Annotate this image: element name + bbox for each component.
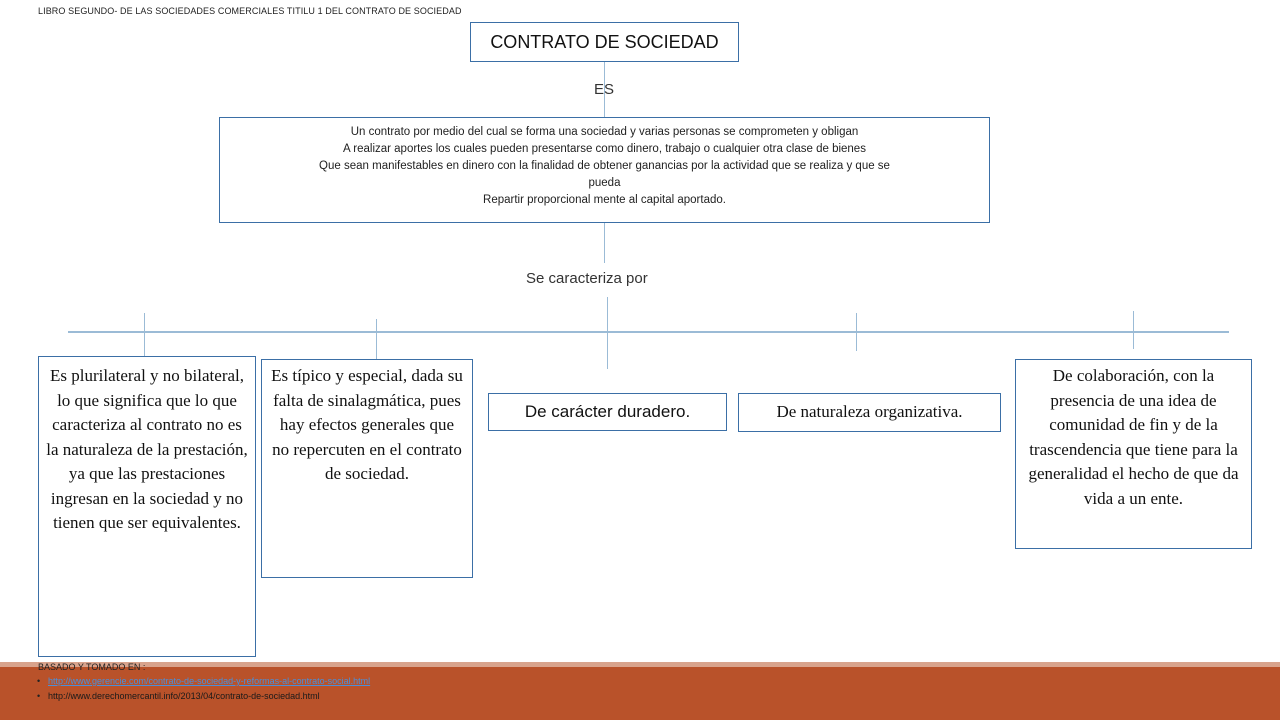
branch-drop-4 (856, 313, 857, 351)
branch-drop-1 (144, 313, 145, 356)
connector-label-es: ES (594, 81, 615, 98)
characteristic-box-3 (488, 393, 727, 431)
definition-line-4: pueda (588, 177, 621, 189)
page-header-caption: LIBRO SEGUNDO- DE LAS SOCIEDADES COMERCIALES TITILU 1 DEL CONTRATO DE SOCIEDAD (38, 6, 462, 16)
connector-definition-to-branches (604, 223, 605, 263)
characteristic-box-2 (261, 359, 473, 578)
characteristic-text-1: Es plurilateral y no bilateral, lo que significa que lo que caracteriza al contrato no es la naturaleza de la prestación, ya que las prestaciones ingresan en la sociedad y no tienen que ser equivalentes. (46, 366, 248, 532)
characteristic-box-1 (38, 356, 256, 657)
diagram-title-box: CONTRATO DE SOCIEDAD (470, 22, 739, 62)
branch-drop-2 (376, 319, 377, 359)
characteristic-box-5 (1015, 359, 1252, 549)
source-link-1[interactable]: http://www.gerencie.com/contrato-de-sociedad-y-reformas-al-contrato-social.html (48, 676, 371, 686)
sources-label: BASADO Y TOMADO EN : (38, 662, 146, 672)
characteristic-text-4: De naturaleza organizativa. (776, 402, 963, 422)
source-item-1 (38, 674, 370, 689)
characteristic-box-4 (738, 393, 1001, 432)
definition-line-5: Repartir proporcional mente al capital aportado. (483, 194, 726, 206)
definition-box (219, 117, 990, 223)
connector-label-characterized: Se caracteriza por (526, 270, 648, 287)
branch-drop-5 (1133, 311, 1134, 349)
branch-horizontal-line (68, 331, 1229, 333)
characteristic-text-5: De colaboración, con la presencia de una idea de comunidad de fin y de la trascendencia que tiene para la generalidad el hecho de que da vida a un ente. (1028, 366, 1239, 508)
characteristic-text-3: De carácter duradero. (524, 401, 691, 421)
source-item-2 (38, 689, 370, 704)
sources-list (38, 674, 370, 704)
characteristic-text-2: Es típico y especial, dada su falta de sinalagmática, pues hay efectos generales que no repercuten en el contrato de sociedad. (271, 366, 463, 483)
sources-section (38, 662, 370, 704)
source-link-2[interactable]: http://www.derechomercantil.info/2013/04/contrato-de-sociedad.html (48, 691, 320, 701)
definition-line-1: Un contrato por medio del cual se forma una sociedad y varias personas se comprometen y obligan (350, 126, 859, 138)
branch-drop-3 (607, 297, 608, 369)
definition-line-2: A realizar aportes los cuales pueden presentarse como dinero, trabajo o cualquier otra clase de bienes (343, 143, 866, 155)
definition-line-3: Que sean manifestables en dinero con la finalidad de obtener ganancias por la actividad que se realiza y que se (319, 160, 890, 172)
